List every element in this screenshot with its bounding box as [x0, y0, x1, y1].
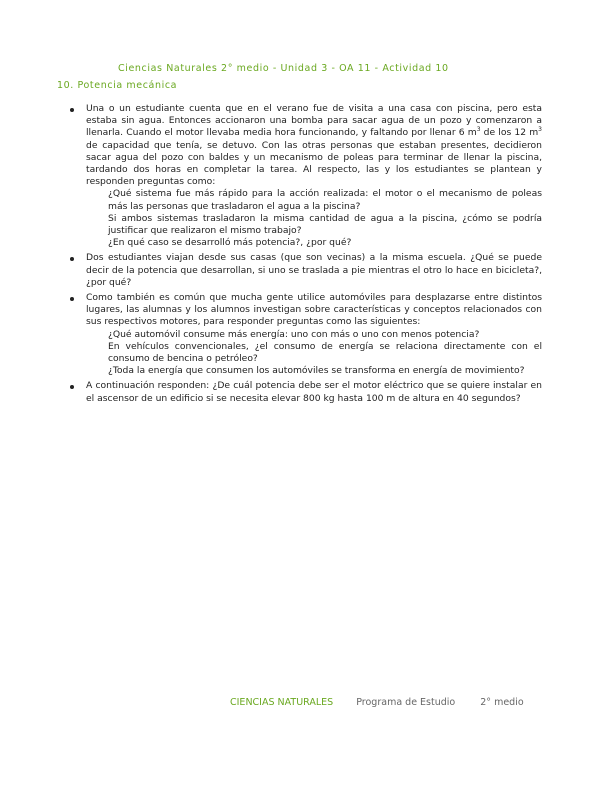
bullet-text: Como también es común que mucha gente utilice automóviles para desplazarse entre distintos lugares, las alumnas y los alumnos investigan sobre características y conceptos relacionados con sus respectivos motores, para responder preguntas como las siguientes:	[86, 292, 542, 328]
footer-subject: CIENCIAS NATURALES	[230, 697, 334, 708]
question-item: ¿Toda la energía que consumen los automóviles se transforma en energía de movimiento?	[108, 365, 525, 377]
bullet-dot-icon	[70, 108, 74, 112]
bullet-item	[70, 292, 542, 377]
bullet-text: Dos estudiantes viajan desde sus casas (que son vecinas) a la misma escuela. ¿Qué se puede decir de la potencia que desarrollan, si uno se traslada a pie mientras el otro lo hace en bicicleta?, ¿por qué?	[86, 252, 542, 288]
footer-level: 2° medio	[480, 697, 524, 708]
bullet-dot-icon	[70, 385, 74, 389]
bullet-text: A continuación responden: ¿De cuál potencia debe ser el motor eléctrico que se quiere instalar en el ascensor de un edificio si se necesita elevar 800 kg hasta 100 m de altura en 40 segundos?	[86, 380, 542, 404]
page-header-title: Ciencias Naturales 2° medio - Unidad 3 - OA 11 - Actividad 10	[118, 63, 449, 74]
bullet-dot-icon	[70, 297, 74, 301]
question-item: En vehículos convencionales, ¿el consumo de energía se relaciona directamente con el consumo de bencina o petróleo?	[108, 340, 542, 365]
activity-content	[70, 103, 542, 408]
bullet-item	[70, 252, 542, 289]
question-item: ¿En qué caso se desarrolló más potencia?, ¿por qué?	[108, 237, 352, 249]
question-item: Si ambos sistemas trasladaron la misma cantidad de agua a la piscina, ¿cómo se podría justificar que realizaron el mismo trabajo?	[108, 212, 542, 237]
bullet-dot-icon	[70, 257, 74, 261]
footer-program: Programa de Estudio	[356, 697, 456, 708]
bullet-text: Una o un estudiante cuenta que en el verano fue de visita a una casa con piscina, pero esta estaba sin agua. Entonces accionaron una bomba para sacar agua de un pozo y comenzaron a llenarla. Cuando el motor llevaba media hora funcionando, y faltando por llenar 6 $m^3$ de los 12 $m^3$ de capacidad que tenía, se detuvo. Con las otras personas que estaban presentes, decidieron sacar agua del pozo con baldes y un mecanismo de poleas para terminar de llenar la piscina, tardando dos horas en completar la tarea. Al respecto, las y los estudiantes se plantean y responden preguntas como:	[86, 103, 542, 188]
section-title: 10. Potencia mecánica	[57, 80, 178, 91]
bullet-item	[70, 380, 542, 404]
question-item: ¿Qué automóvil consume más energía: uno con más o uno con menos potencia?	[108, 328, 480, 340]
page-footer	[230, 697, 524, 708]
question-item: ¿Qué sistema fue más rápido para la acción realizada: el motor o el mecanismo de poleas más las personas que trasladaron el agua a la piscina?	[108, 188, 542, 212]
bullet-item	[70, 103, 542, 249]
